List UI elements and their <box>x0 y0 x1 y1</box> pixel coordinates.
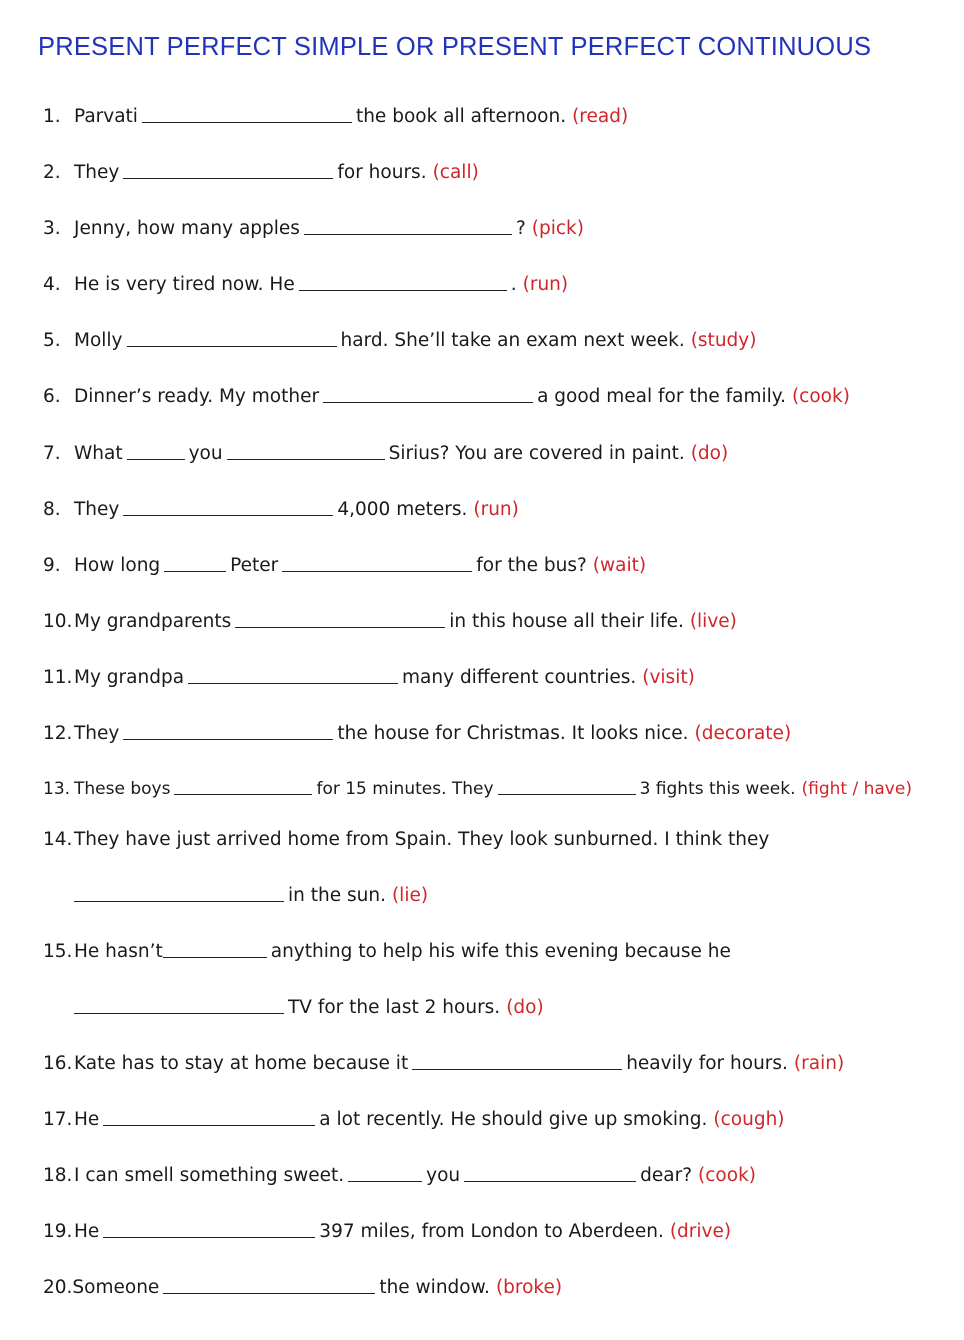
exercise-item-1 <box>43 106 628 132</box>
item-number: 10. <box>43 611 73 632</box>
answer-blank[interactable] <box>412 1068 622 1070</box>
answer-blank[interactable] <box>103 1236 315 1238</box>
item-number: 11. <box>43 667 73 688</box>
sentence-start: Parvati <box>74 106 138 127</box>
verb-hint: (fight / have) <box>801 779 912 799</box>
sentence-end: TV for the last 2 hours. <box>288 997 501 1018</box>
item-number: 1. <box>43 106 61 127</box>
sentence-middle: Peter <box>230 555 279 576</box>
item-number: 3. <box>43 218 61 239</box>
item-number: 16. <box>43 1053 73 1074</box>
sentence-end: hard. She’ll take an exam next week. <box>340 330 685 351</box>
exercise-item-14-continuation <box>43 885 428 911</box>
item-number: 8. <box>43 499 61 520</box>
sentence-middle: you <box>188 443 223 464</box>
verb-hint: (run) <box>473 499 519 520</box>
exercise-item-16 <box>43 1053 844 1079</box>
verb-hint: (live) <box>689 611 737 632</box>
sentence-start: My grandparents <box>74 611 232 632</box>
answer-blank[interactable] <box>103 1124 315 1126</box>
exercise-item-18 <box>43 1165 756 1191</box>
sentence-end: for the bus? <box>476 555 587 576</box>
sentence-start: They <box>74 499 120 520</box>
exercise-item-3 <box>43 218 584 244</box>
sentence-start: He <box>74 1109 100 1130</box>
sentence-end: the window. <box>379 1277 490 1298</box>
exercise-item-12 <box>43 723 791 749</box>
item-number: 13. <box>43 779 71 799</box>
sentence-end: ? <box>515 218 526 239</box>
item-number: 2. <box>43 162 61 183</box>
exercise-item-15 <box>43 941 731 967</box>
exercise-item-14 <box>43 829 769 855</box>
exercise-item-7 <box>43 443 728 469</box>
sentence-start: Dinner’s ready. My mother <box>74 386 320 407</box>
answer-blank[interactable] <box>174 793 312 795</box>
sentence-end: 4,000 meters. <box>337 499 468 520</box>
answer-blank[interactable] <box>163 1292 375 1294</box>
exercise-item-2 <box>43 162 479 188</box>
sentence-start: What <box>74 443 123 464</box>
sentence-end: in the sun. <box>288 885 386 906</box>
verb-hint: (run) <box>522 274 569 295</box>
exercise-item-19 <box>43 1221 731 1247</box>
verb-hint: (cook) <box>698 1165 757 1186</box>
item-number: 5. <box>43 330 61 351</box>
item-number: 18. <box>43 1165 73 1186</box>
sentence-end: heavily for hours. <box>626 1053 788 1074</box>
item-number: 14. <box>43 829 73 850</box>
verb-hint: (call) <box>432 162 479 183</box>
sentence-start: They have just arrived home from Spain. They look sunburned. I think they <box>74 829 770 850</box>
exercise-item-6 <box>43 386 850 412</box>
answer-blank[interactable] <box>123 514 333 516</box>
answer-blank[interactable] <box>498 793 636 795</box>
answer-blank[interactable] <box>227 458 385 460</box>
verb-hint: (do) <box>506 997 544 1018</box>
sentence-start: Molly <box>74 330 123 351</box>
sentence-end: many different countries. <box>402 667 637 688</box>
verb-hint: (rain) <box>793 1053 845 1074</box>
sentence-start: My grandpa <box>74 667 185 688</box>
sentence-middle: you <box>426 1165 461 1186</box>
verb-hint: (decorate) <box>694 723 792 744</box>
item-number: 17. <box>43 1109 73 1130</box>
sentence-end: 3 fights this week. <box>639 779 796 799</box>
verb-hint: (lie) <box>391 885 429 906</box>
item-number: 20. <box>43 1277 73 1298</box>
verb-hint: (wait) <box>592 555 647 576</box>
answer-blank[interactable] <box>348 1180 422 1182</box>
answer-blank[interactable] <box>74 1012 284 1014</box>
exercise-item-17 <box>43 1109 785 1135</box>
verb-hint: (do) <box>690 443 729 464</box>
answer-blank[interactable] <box>299 289 507 291</box>
sentence-start: Kate has to stay at home because it <box>74 1053 409 1074</box>
exercise-item-9 <box>43 555 646 581</box>
exercise-item-10 <box>43 611 737 637</box>
item-number: 12. <box>43 723 73 744</box>
item-number: 15. <box>43 941 73 962</box>
sentence-end: the house for Christmas. It looks nice. <box>337 723 689 744</box>
verb-hint: (cough) <box>713 1109 785 1130</box>
sentence-start: Jenny, how many apples <box>74 218 300 239</box>
answer-blank[interactable] <box>142 121 352 123</box>
item-number: 7. <box>43 443 61 464</box>
sentence-end: anything to help his wife this evening because he <box>270 941 731 962</box>
sentence-end: dear? <box>640 1165 693 1186</box>
verb-hint: (broke) <box>495 1277 563 1298</box>
sentence-end: the book all afternoon. <box>355 106 567 127</box>
sentence-end: a lot recently. He should give up smoking. <box>319 1109 708 1130</box>
sentence-end: . <box>510 274 517 295</box>
verb-hint: (study) <box>690 330 757 351</box>
sentence-end: for hours. <box>337 162 427 183</box>
answer-blank[interactable] <box>123 177 333 179</box>
verb-hint: (pick) <box>531 218 584 239</box>
item-number: 6. <box>43 386 61 407</box>
item-number: 4. <box>43 274 61 295</box>
verb-hint: (cook) <box>791 386 850 407</box>
verb-hint: (drive) <box>669 1221 732 1242</box>
exercise-item-13 <box>43 779 912 805</box>
answer-blank[interactable] <box>235 626 445 628</box>
sentence-middle: for 15 minutes. They <box>316 779 494 799</box>
answer-blank[interactable] <box>464 1180 636 1182</box>
item-number: 19. <box>43 1221 73 1242</box>
answer-blank[interactable] <box>74 900 284 902</box>
answer-blank[interactable] <box>188 682 398 684</box>
sentence-end: in this house all their life. <box>449 611 684 632</box>
answer-blank[interactable] <box>282 570 472 572</box>
sentence-start: They <box>74 162 120 183</box>
verb-hint: (read) <box>572 106 629 127</box>
sentence-start: Someone <box>72 1277 160 1298</box>
exercise-item-15-continuation <box>43 997 544 1023</box>
item-number: 9. <box>43 555 61 576</box>
exercise-item-11 <box>43 667 695 693</box>
sentence-start: They <box>74 723 120 744</box>
answer-blank[interactable] <box>304 233 512 235</box>
sentence-end: 397 miles, from London to Aberdeen. <box>319 1221 664 1242</box>
answer-blank[interactable] <box>163 956 267 958</box>
answer-blank[interactable] <box>127 458 185 460</box>
sentence-end: Sirius? You are covered in paint. <box>388 443 685 464</box>
answer-blank[interactable] <box>164 570 226 572</box>
sentence-start: He is very tired now. He <box>74 274 295 295</box>
sentence-start: He <box>74 1221 100 1242</box>
sentence-end: a good meal for the family. <box>537 386 786 407</box>
sentence-start: He hasn’t <box>74 941 163 962</box>
exercise-item-5 <box>43 330 756 356</box>
exercise-item-20 <box>43 1277 562 1303</box>
answer-blank[interactable] <box>123 738 333 740</box>
worksheet-title: PRESENT PERFECT SIMPLE OR PRESENT PERFECT CONTINUOUS <box>38 33 872 61</box>
answer-blank[interactable] <box>127 345 337 347</box>
exercise-item-4 <box>43 274 568 300</box>
sentence-start: How long <box>74 555 161 576</box>
sentence-start: These boys <box>74 779 171 799</box>
exercise-item-8 <box>43 499 519 525</box>
answer-blank[interactable] <box>323 401 533 403</box>
sentence-start: I can smell something sweet. <box>74 1165 345 1186</box>
verb-hint: (visit) <box>642 667 695 688</box>
